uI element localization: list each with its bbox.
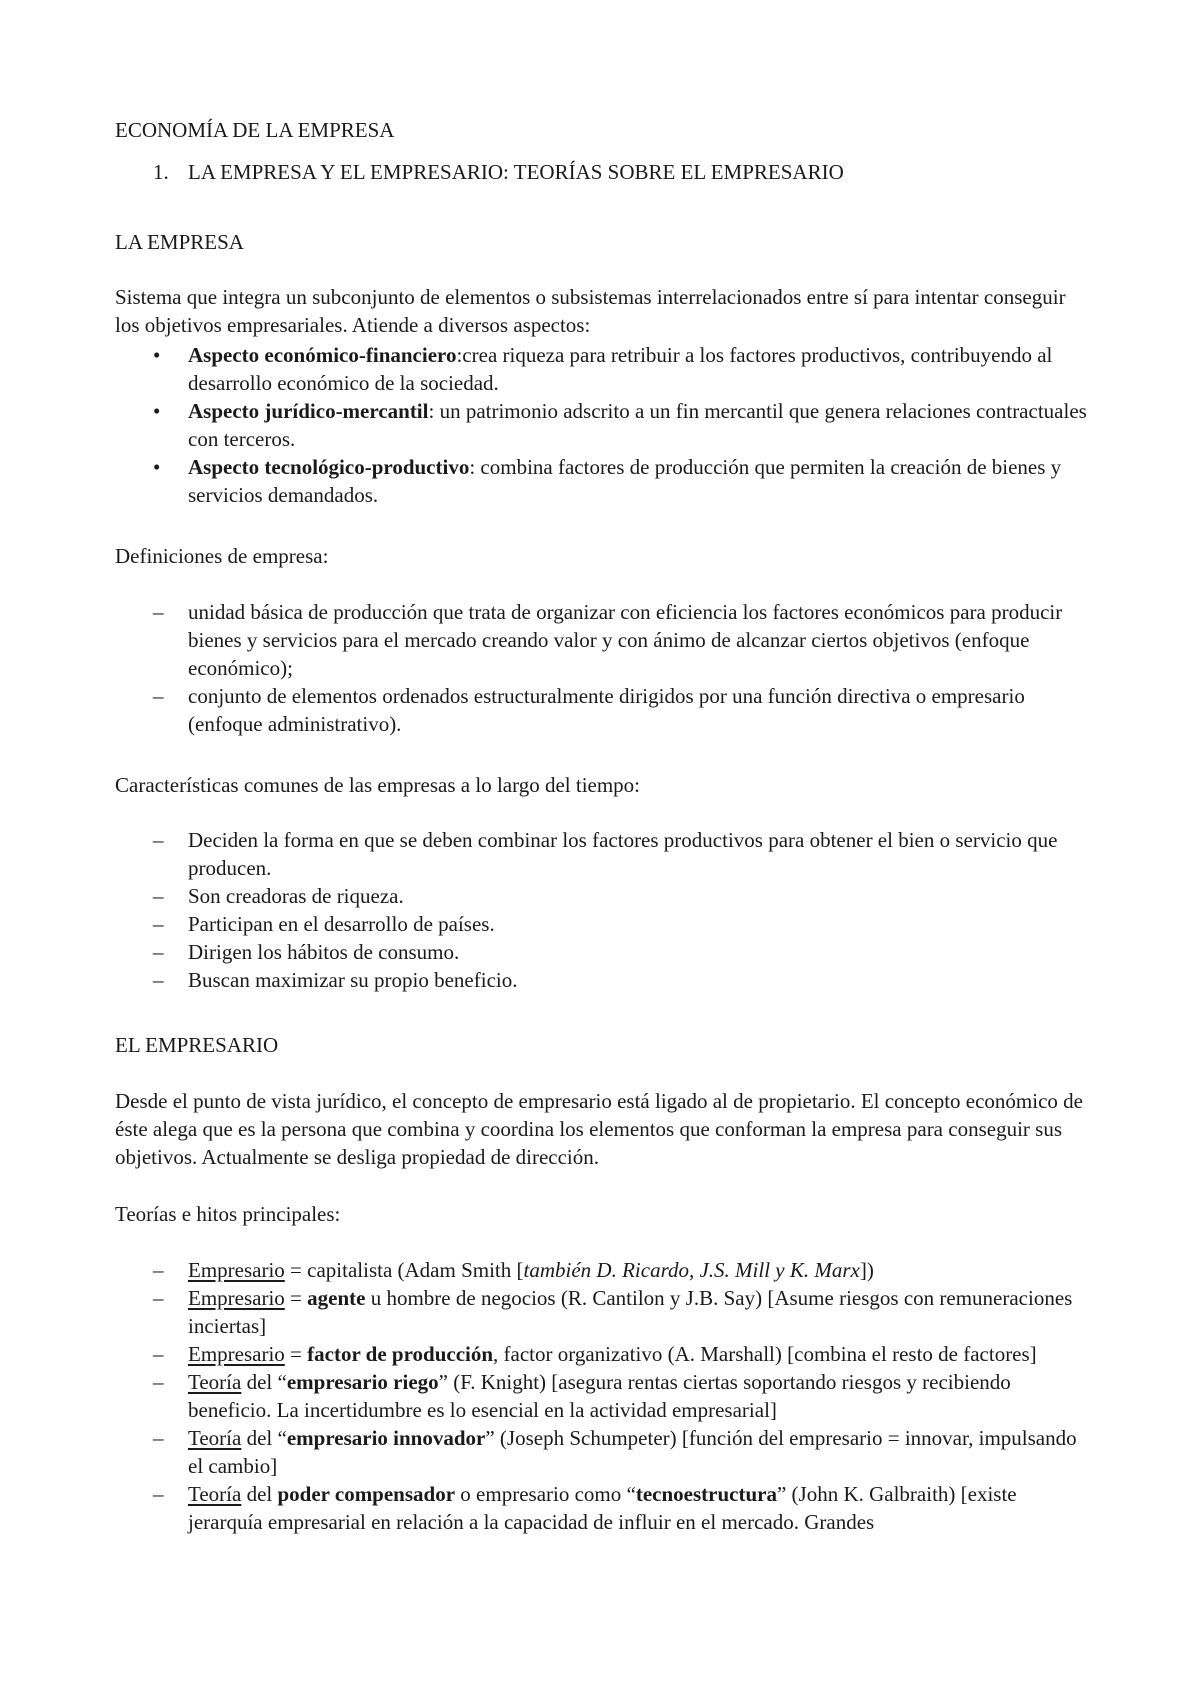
list-item: – Dirigen los hábitos de consumo.	[153, 940, 460, 964]
definitions-heading: Definiciones de empresa:	[115, 544, 329, 568]
section-number: 1.	[153, 160, 169, 184]
list-item: – Buscan maximizar su propio beneficio.	[153, 968, 518, 992]
list-item: – Teoría del poder compensador o empresario como “tecnoestructura” (John K. Galbraith) [existe jerarquía empresarial en relación a la capacidad de influir en el mercado. Grandes	[153, 1482, 1017, 1534]
list-item: – Empresario = agente u hombre de negocios (R. Cantilon y J.B. Say) [Asume riesgos con remuneraciones inciertas]	[153, 1286, 1073, 1338]
dash-icon: –	[153, 940, 164, 964]
document-title: ECONOMÍA DE LA EMPRESA	[115, 118, 395, 142]
empresario-intro: Desde el punto de vista jurídico, el concepto de empresario está ligado al de propietario. El concepto económico de éste alega que es la persona que combina y coordina los elementos que conforman la empresa para conseguir sus objetivos. Actualmente se desliga propiedad de dirección.	[115, 1089, 1083, 1169]
empresa-heading: LA EMPRESA	[115, 230, 244, 254]
dash-icon: –	[153, 828, 164, 852]
dash-icon: –	[153, 1286, 164, 1310]
dash-icon: –	[153, 1370, 164, 1394]
list-item: – unidad básica de producción que trata de organizar con eficiencia los factores económicos para producir bienes y servicios para el mercado creando valor y con ánimo de alcanzar ciertos objetivos (enfoque económico);	[153, 600, 1063, 680]
definitions-list	[115, 598, 1095, 738]
list-item: – Deciden la forma en que se deben combinar los factores productivos para obtener el bien o servicio que producen.	[153, 828, 1058, 880]
characteristics-heading: Características comunes de las empresas a lo largo del tiempo:	[115, 773, 641, 797]
characteristics-list	[115, 826, 1095, 994]
dash-icon: –	[153, 884, 164, 908]
list-item: – Empresario = factor de producción, factor organizativo (A. Marshall) [combina el resto de factores]	[153, 1342, 1037, 1366]
theories-list	[115, 1256, 1095, 1536]
dash-icon: –	[153, 1258, 164, 1282]
theories-heading: Teorías e hitos principales:	[115, 1202, 341, 1226]
dash-icon: –	[153, 912, 164, 936]
bullet-icon: •	[153, 343, 161, 367]
list-item: – Participan en el desarrollo de países.	[153, 912, 495, 936]
empresario-heading: EL EMPRESARIO	[115, 1033, 279, 1057]
list-item: – conjunto de elementos ordenados estructuralmente dirigidos por una función directiva o empresario (enfoque administrativo).	[153, 684, 1025, 736]
list-item: • Aspecto tecnológico-productivo: combina factores de producción que permiten la creación de bienes y servicios demandados.	[153, 455, 1062, 507]
list-item: – Teoría del “empresario innovador” (Joseph Schumpeter) [función del empresario = innovar, impulsando el cambio]	[153, 1426, 1077, 1478]
list-item: – Empresario = capitalista (Adam Smith [también D. Ricardo, J.S. Mill y K. Marx])	[153, 1258, 874, 1282]
dash-icon: –	[153, 600, 164, 624]
dash-icon: –	[153, 968, 164, 992]
section-title: LA EMPRESA Y EL EMPRESARIO: TEORÍAS SOBRE EL EMPRESARIO	[188, 160, 844, 184]
dash-icon: –	[153, 1426, 164, 1450]
list-item: – Teoría del “empresario riego” (F. Knight) [asegura rentas ciertas soportando riesgos y recibiendo beneficio. La incertidumbre es lo esencial en la actividad empresarial]	[153, 1370, 1011, 1422]
dash-icon: –	[153, 1342, 164, 1366]
aspects-list	[115, 341, 1095, 509]
bullet-icon: •	[153, 399, 161, 423]
dash-icon: –	[153, 1482, 164, 1506]
dash-icon: –	[153, 684, 164, 708]
section-1-heading	[115, 158, 1095, 186]
list-item: • Aspecto económico-financiero:crea riqueza para retribuir a los factores productivos, contribuyendo al desarrollo económico de la sociedad.	[153, 343, 1053, 395]
list-item: • Aspecto jurídico-mercantil: un patrimonio adscrito a un fin mercantil que genera relaciones contractuales con terceros.	[153, 399, 1087, 451]
empresa-intro: Sistema que integra un subconjunto de elementos o subsistemas interrelacionados entre sí para intentar conseguir los objetivos empresariales. Atiende a diversos aspectos:	[115, 285, 1066, 337]
list-item: – Son creadoras de riqueza.	[153, 884, 404, 908]
bullet-icon: •	[153, 455, 161, 479]
